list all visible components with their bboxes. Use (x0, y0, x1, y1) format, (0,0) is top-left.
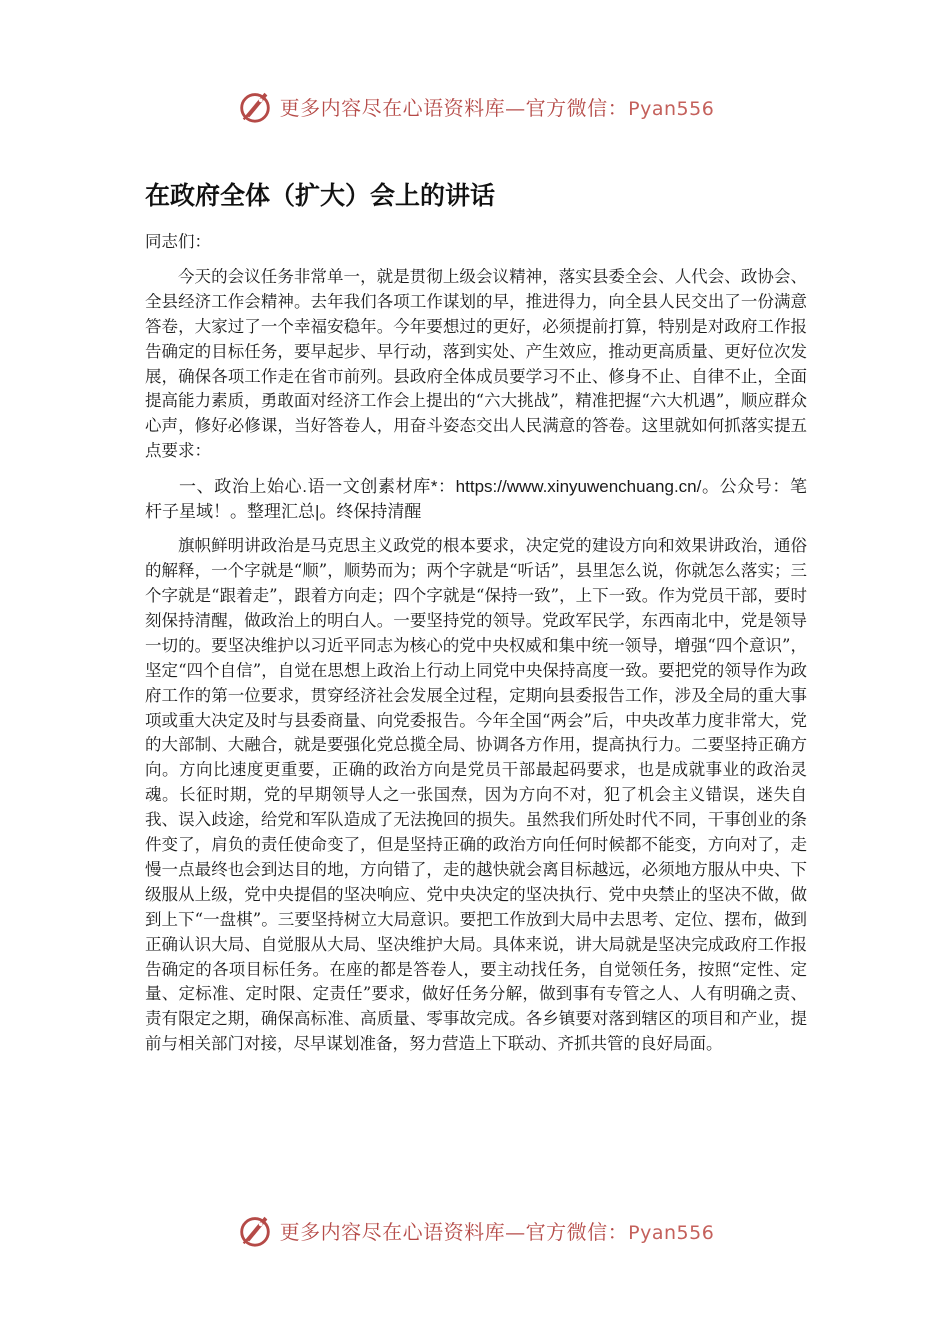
banner-text (280, 92, 715, 121)
header-banner (0, 84, 950, 128)
section-1-heading: 一、政治上始心.语一文创素材库*：https://www.xinyuwenchuang.cn/。公众号：笔杆子星域！。整理汇总|。终保持清醒 (145, 477, 807, 522)
wechat-id: Pyan556 (628, 1221, 715, 1244)
quill-logo-icon (236, 1211, 274, 1249)
section-1-body: 旗帜鲜明讲政治是马克思主义政党的根本要求，决定党的建设方向和效果讲政治，通俗的解释，一个字就是“顺”，顺势而为；两个字就是“听话”，县里怎么说，你就怎么落实；三个字就是“跟着走”，跟着方向走；四个字就是“保持一致”，上下一致。作为党员干部，要时刻保持清醒，做政治上的明白人。一要坚持党的领导。党政军民学，东西南北中，党是领导一切的。要坚决维护以习近平同志为核心的党中央权威和集中统一领导，增强“四个意识”，坚定“四个自信”，自觉在思想上政治上行动上同党中央保持高度一致。要把党的领导作为政府工作的第一位要求，贯穿经济社会发展全过程，定期向县委报告工作，涉及全局的重大事项或重大决定及时与县委商量、向党委报告。今年全国“两会”后，中央改革力度非常大，党的大部制、大融合，就是要强化党总揽全局、协调各方作用，提高执行力。二要坚持正确方向。方向比速度更重要，正确的政治方向是党员干部最起码要求，也是成就事业的政治灵魂。长征时期，党的早期领导人之一张国焘，因为方向不对，犯了机会主义错误，迷失自我、误入歧途，给党和军队造成了无法挽回的损失。虽然我们所处时代不同，干事创业的条件变了，肩负的责任使命变了，但是坚持正确的政治方向任何时候都不能变，方向对了，走慢一点最终也会到达目的地，方向错了，走的越快就会离目标越远，必须地方服从中央、下级服从上级，党中央提倡的坚决响应、党中央决定的坚决执行、党中央禁止的坚决不做，做到上下“一盘棋”。三要坚持树立大局意识。要把工作放到大局中去思考、定位、摆布，做到正确认识大局、自觉服从大局、坚决维护大局。具体来说，讲大局就是坚决完成政府工作报告确定的各项目标任务。在座的都是答卷人，要主动找任务，自觉领任务，按照“定性、定量、定标准、定时限、定责任”要求，做好任务分解，做到事有专管之人、人有明确之责、责有限定之期，确保高标准、高质量、零事故完成。各乡镇要对落到辖区的项目和产业，提前与相关部门对接，尽早谋划准备，努力营造上下联动、齐抓共管的良好局面。 (145, 536, 807, 1054)
wechat-id: Pyan556 (628, 97, 715, 120)
page-title: 在政府全体（扩大）会上的讲话 (145, 181, 496, 210)
footer-banner (0, 1208, 950, 1252)
banner-label: 更多内容尽在心语资料库—官方微信： (279, 1219, 629, 1244)
intro-paragraph: 今天的会议任务非常单一，就是贯彻上级会议精神，落实县委全会、人代会、政协会、全县经济工作会精神。去年我们各项工作谋划的早，推进得力，向全县人民交出了一份满意答卷，大家过了一个幸福安稳年。今年要想过的更好，必须提前打算，特别是对政府工作报告确定的目标任务，要早起步、早行动，落到实处、产生效应，推动更高质量、更好位次发展，确保各项工作走在省市前列。县政府全体成员要学习不止、修身不止、自律不止，全面提高能力素质，勇敢面对经济工作会上提出的“六大挑战”，精准把握“六大机遇”，顺应群众心声，修好必修课，当好答卷人，用奋斗姿态交出人民满意的答卷。这里就如何抓落实提五点要求： (145, 266, 807, 461)
document-body (145, 230, 807, 1057)
banner-text (280, 1216, 715, 1245)
greeting: 同志们： (145, 232, 211, 251)
banner-label: 更多内容尽在心语资料库—官方微信： (279, 95, 629, 120)
quill-logo-icon (236, 87, 274, 125)
